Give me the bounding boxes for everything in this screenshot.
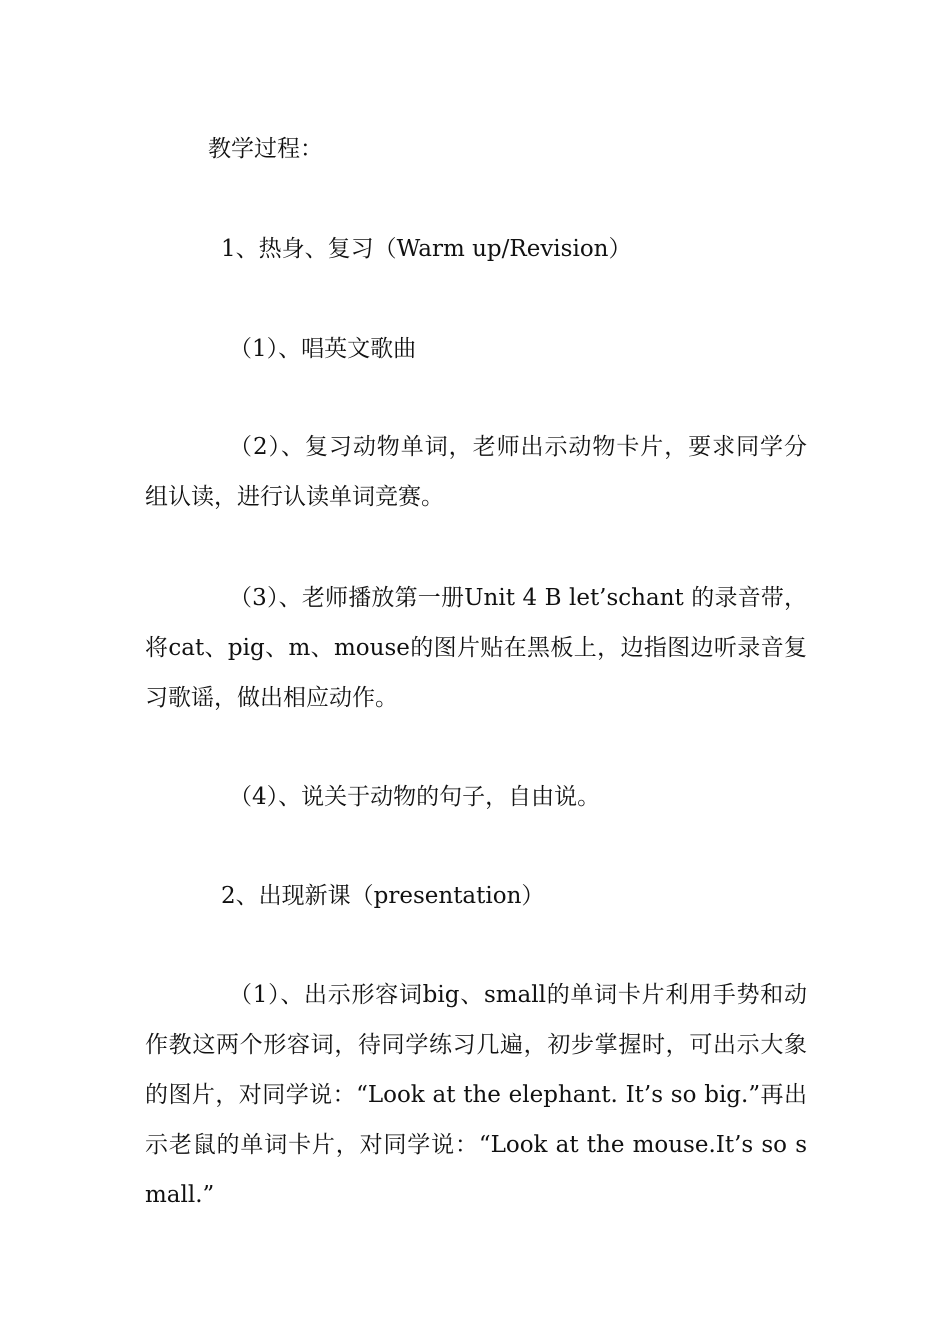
section-title-warmup: 1、热身、复习（Warm up/Revision） (221, 236, 632, 262)
step-adjectives-big-small: （1）、出示形容词big、small的单词卡片利用手势和动作教这两个形容词，待同学练习几遍，初步掌握时，可出示大象的图片，对同学说：“Look at the elephant. It’s so big.”再出示老鼠的单词卡片，对同学说：“Look at the mouse.It’s so small.” (145, 982, 807, 1208)
step-play-chant: （3）、老师播放第一册Unit 4 B let’schant 的录音带，将cat、pig、m、mouse的图片贴在黑板上，边指图边听录音复习歌谣，做出相应动作。 (145, 585, 807, 711)
section-heading: 教学过程： (208, 136, 323, 162)
step-sing-song: （1）、唱英文歌曲 (229, 336, 417, 362)
step-animal-sentences: （4）、说关于动物的句子，自由说。 (229, 784, 601, 810)
section-title-presentation: 2、出现新课（presentation） (221, 883, 545, 909)
step-review-words: （2）、复习动物单词，老师出示动物卡片，要求同学分组认读，进行认读单词竞赛。 (145, 434, 807, 510)
